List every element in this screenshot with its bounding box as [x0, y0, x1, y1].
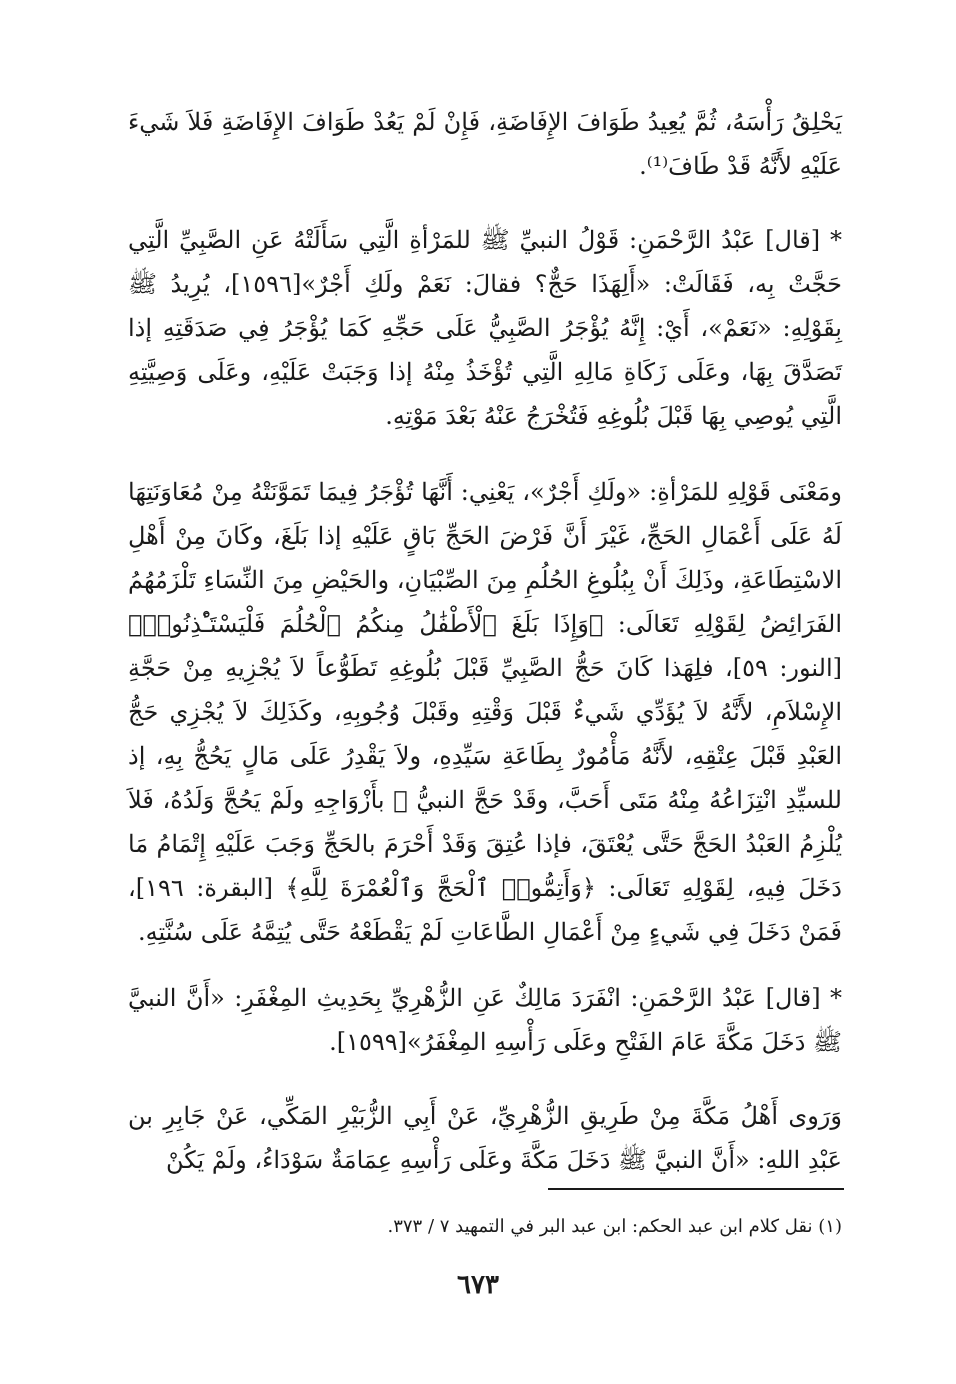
paragraph-2: * [قال] عَبْدُ الرَّحْمَنِ: قَوْلُ النبيِّ ﷺ للمَرْأةِ الَّتِي سَأَلَتْهُ عَنِ الصَّبِيِّ الَّتِي حَجَّتْ بِه، فَقَالَتْ: «أَلِهَذَا حَجٌّ؟ فقالَ: نَعَمْ ولَكِ أَجْرٌ»[١٥٩٦]، يُرِيدُ ﷺ بِقَوْلِهِ: «نَعَمْ»، أَيْ: إِنَّهُ يُؤْجَرُ الصَّبِيُّ عَلَى حَجِّهِ كَمَا يُؤْجَرُ فِي صَدَقَتِهِ إذا تَصَدَّقَ بِهَا، وعَلَى زَكَاةِ مَالِهِ الَّتِي تُؤْخَذُ مِنْهُ إذا وَجَبَتْ عَلَيْهِ، وعَلَى وَصِيَّتِهِ الَّتِي يُوصِي بِهَا قَبْلَ بُلُوغِهِ فَتُخْرَجُ عَنْهُ بَعْدَ مَوْتِهِ. [128, 226, 842, 430]
paragraph-5: وَرَوى أَهْلُ مَكَّةَ مِنْ طَرِيقِ الزُّهْرِيِّ، عَنْ أَبِي الزُّبَيْرِ المَكِّي، عَنْ جَابِرِ بن عَبْدِ اللهِ: «أَنَّ النبيَّ ﷺ دَخَلَ مَكَّةَ وعَلَى رَأْسِهِ عِمَامَةٌ سَوْدَاءُ، ولَمْ يَكُنْ [128, 1102, 842, 1174]
footnote: (١) نقل كلام ابن عبد الحكم: ابن عبد البر في التمهيد ٧ / ٣٧٣. [387, 1216, 842, 1237]
page-number: ٦٧٣ [457, 1270, 499, 1300]
paragraph-3: ومَعْنَى قَوْلِهِ للمَرْأةِ: «ولَكِ أَجْرٌ»، يَعْنِي: أَنَّهَا تُؤْجَرُ فِيمَا تَمَوَّنَتْهُ مِنْ مُعَاوَنَتِهَا لَهُ عَلَى أَعْمَالِ الحَجِّ، غَيْرَ أَنَّ فَرْضَ الحَجِّ بَاقٍ عَلَيْهِ إذا بَلَغَ، وكَانَ مِنْ أَهْلِ الاسْتِطَاعَةِ، وذَلِكَ أَنْ بِبُلُوغِ الحُلُمِ مِنَ الصِّبْيَانِ، والحَيْضِ مِنَ النِّسَاءِ تَلْزَمُهُمُ الفَرَائِضُ لِقَوْلِهِ تَعَالَى: ﴿وَإِذَا بَلَغَ ٱلْأَطْفَٰلُ مِنكُمُ ٱلْحُلُمَ فَلْيَسْتَـْٔذِنُوا۟﴾ [النور: ٥٩]، فلِهَذا كَانَ حَجُّ الصَّبِيِّ قَبْلَ بُلُوغِهِ تَطَوُّعاً لاَ يُجْزِيهِ مِنْ حَجَّةِ الإِسْلاَمِ، لأَنَّهُ لاَ يُؤَدِّي شَيءٌ قَبْلَ وَقْتِهِ وقَبْلَ وُجُوبِهِ، وكَذَلِكَ لاَ يُجْزِي حَجُّ العَبْدِ قَبْلَ عِتْقِهِ، لأَنَّهُ مَأْمُورٌ بِطَاعَةِ سَيِّدِهِ، ولاَ يَقْدِرُ عَلَى مَالٍ يَحُجُّ بِهِ، إذ للسيِّدِ انْتِزَاعُهُ مِنْهُ مَتَى أَحَبَّ، وقَدْ حَجَّ النبيُّ ﷺ بأَزْوَاجِهِ ولَمْ يَحُجَّ وَلَدُهُ، فَلاَ يُلْزِمُ العَبْدُ الحَجَّ حَتَّى يُعْتَقَ، فإذا عُتِقَ وَقَدْ أَحْرَمَ بالحَجِّ وَجَبَ عَلَيْهِ إِتْمَامُ مَا دَخَلَ فِيهِ، لِقَوْلِهِ تَعَالَى: ﴿وَأَتِمُّوا۟ ٱلْحَجَّ وَٱلْعُمْرَةَ لِلَّهِ﴾ [البقرة: ١٩٦]، فَمَنْ دَخَلَ فِي شَيءٍ مِنْ أَعْمَالِ الطَّاعَاتِ لَمْ يَقْطَعْهُ حَتَّى يُتِمَّهُ عَلَى سُنَّتِهِ. [128, 478, 843, 946]
footnote-divider [548, 1188, 844, 1190]
paragraph-4: * [قال] عَبْدُ الرَّحْمَنِ: انْفَرَدَ مَالِكٌ عَنِ الزُّهْرِيِّ بِحَدِيثِ المِغْفَرِ: «أَنَّ النبيَّ ﷺ دَخَلَ مَكَّةَ عَامَ الفَتْحِ وعَلَى رَأْسِهِ المِغْفَرُ»[١٥٩٩]. [128, 984, 842, 1056]
paragraph-1: يَحْلِقُ رَأْسَهُ، ثُمَّ يُعِيدُ طَوَافَ الإِفَاضَةِ، فَإِنْ لَمْ يَعُدْ طَوَافَ الإِفَاضَةِ فَلاَ شَيءَ عَلَيْهِ لأَنَّهُ قَدْ طَافَ⁽¹⁾. [128, 108, 842, 180]
